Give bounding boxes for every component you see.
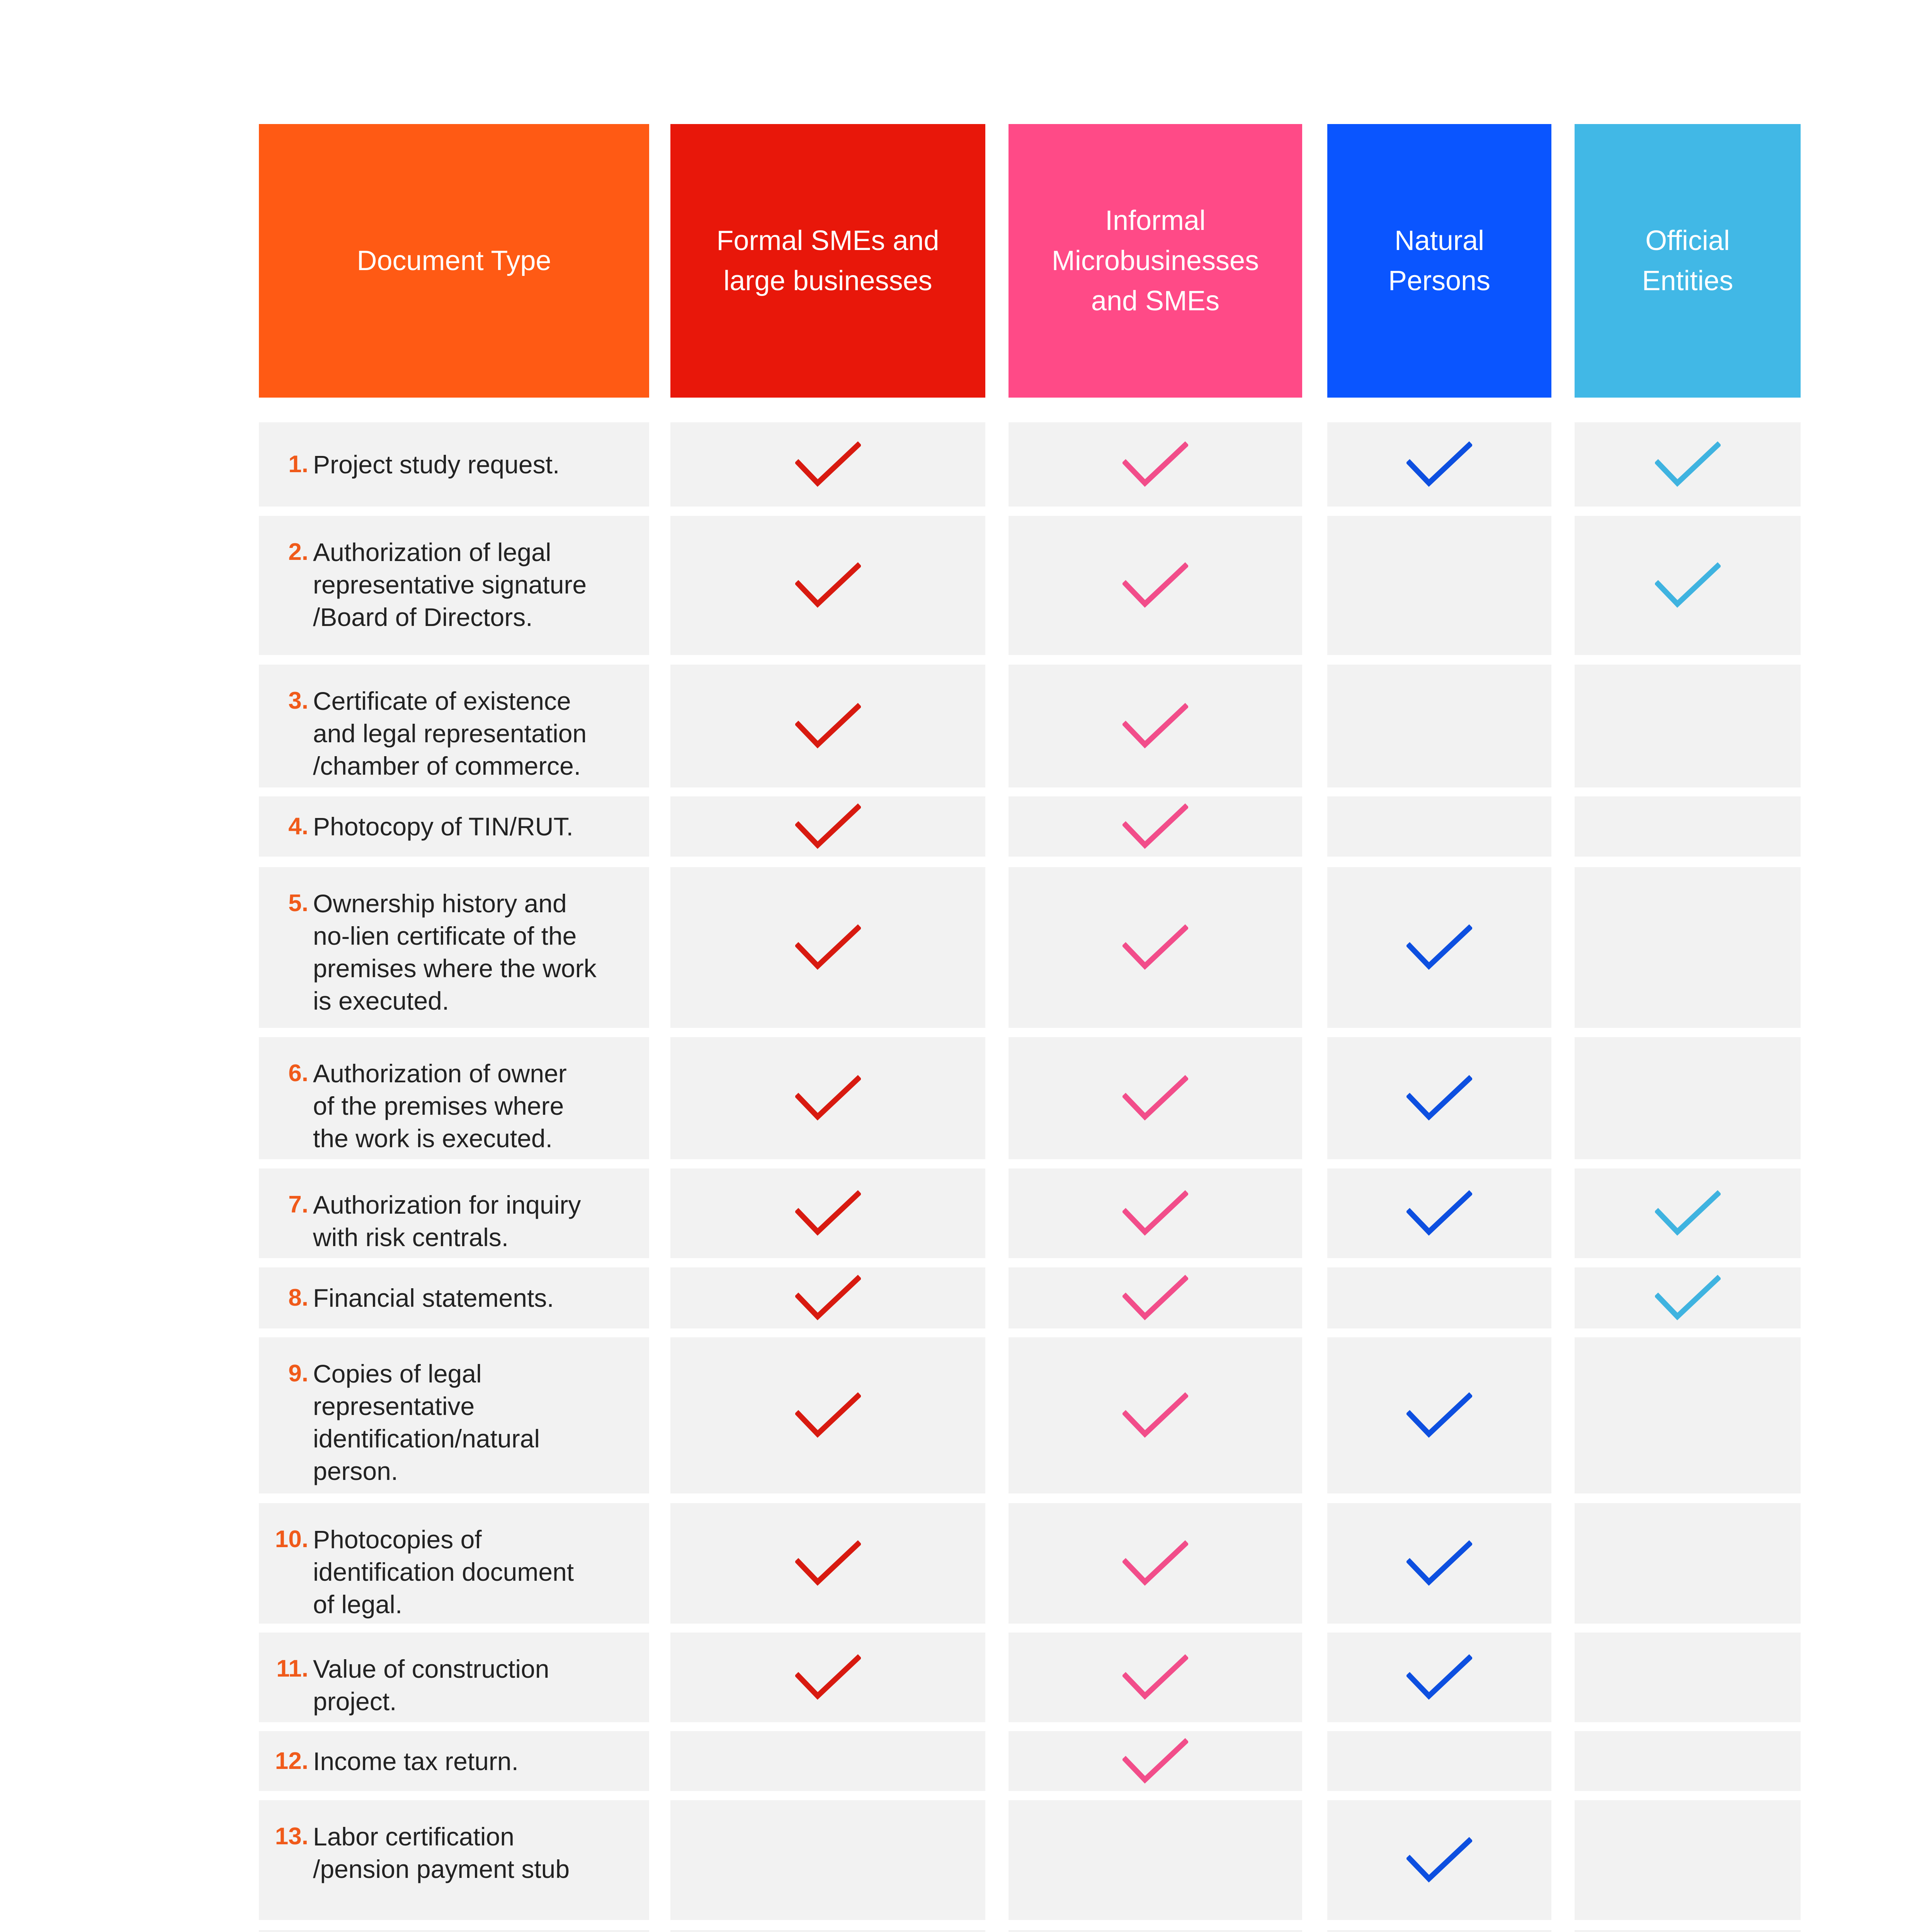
checkmark-icon xyxy=(795,1540,861,1587)
checkmark-icon xyxy=(795,924,861,971)
row-number: 2. xyxy=(288,539,308,565)
document-description: Copies of legal representative identification/natural person. xyxy=(313,1359,540,1485)
checkmark-icon xyxy=(1406,924,1472,971)
cell-informal-microbusinesses xyxy=(1009,1503,1302,1624)
cell-natural-persons xyxy=(1327,1800,1551,1920)
cell-formal-smes xyxy=(670,1633,985,1722)
table-row-document xyxy=(259,1037,649,1159)
table-row-document xyxy=(259,1337,649,1493)
cell-formal-smes xyxy=(670,1930,985,1932)
header-formal-smes xyxy=(670,124,985,398)
cell-informal-microbusinesses xyxy=(1009,665,1302,787)
row-number: 9. xyxy=(288,1360,308,1387)
checkmark-icon xyxy=(1122,1738,1188,1784)
document-description: Value of construction project. xyxy=(313,1655,549,1716)
checkmark-icon xyxy=(1122,803,1188,850)
header-label: Official Entities xyxy=(1642,225,1733,296)
checkmark-icon xyxy=(795,803,861,850)
checkmark-icon xyxy=(1655,1190,1721,1236)
checkmark-icon xyxy=(795,1654,861,1701)
cell-formal-smes xyxy=(670,1731,985,1791)
checkmark-icon xyxy=(1406,1837,1472,1883)
row-number: 12. xyxy=(275,1748,308,1774)
checkmark-icon xyxy=(1406,1654,1472,1701)
checkmark-icon xyxy=(1122,1190,1188,1236)
table-row-document xyxy=(259,516,649,655)
cell-natural-persons xyxy=(1327,1168,1551,1258)
document-description: Certificate of existence and legal representation /chamber of commerce. xyxy=(313,687,587,780)
cell-official-entities xyxy=(1575,1930,1801,1932)
cell-natural-persons xyxy=(1327,1267,1551,1328)
checkmark-icon xyxy=(795,441,861,488)
cell-official-entities xyxy=(1575,516,1801,655)
cell-natural-persons xyxy=(1327,1337,1551,1493)
document-description: Authorization for inquiry with risk centrals. xyxy=(313,1190,581,1252)
cell-informal-microbusinesses xyxy=(1009,1267,1302,1328)
document-description: Photocopy of TIN/RUT. xyxy=(313,812,573,841)
checkmark-icon xyxy=(1122,1392,1188,1439)
cell-informal-microbusinesses xyxy=(1009,1037,1302,1159)
header-informal-microbusinesses xyxy=(1009,124,1302,398)
checkmark-icon xyxy=(795,1190,861,1236)
checkmark-icon xyxy=(1406,1190,1472,1236)
checkmark-icon xyxy=(1406,441,1472,488)
cell-informal-microbusinesses xyxy=(1009,516,1302,655)
checkmark-icon xyxy=(1122,1654,1188,1701)
checkmark-icon xyxy=(1122,562,1188,609)
cell-natural-persons xyxy=(1327,1930,1551,1932)
cell-natural-persons xyxy=(1327,1037,1551,1159)
cell-official-entities xyxy=(1575,796,1801,857)
cell-natural-persons xyxy=(1327,665,1551,787)
row-number: 10. xyxy=(275,1526,308,1553)
cell-official-entities xyxy=(1575,665,1801,787)
header-label: Formal SMEs and large businesses xyxy=(716,225,939,296)
cell-official-entities xyxy=(1575,1800,1801,1920)
cell-official-entities xyxy=(1575,1731,1801,1791)
checkmark-icon xyxy=(1122,924,1188,971)
table-row-document xyxy=(259,422,649,507)
document-description: Ownership history and no-lien certificate of the premises where the work is executed. xyxy=(313,889,597,1015)
cell-formal-smes xyxy=(670,1037,985,1159)
checkmark-icon xyxy=(1122,1075,1188,1121)
cell-natural-persons xyxy=(1327,1503,1551,1624)
row-number: 3. xyxy=(288,687,308,714)
table-row-document xyxy=(259,796,649,857)
checkmark-icon xyxy=(1655,1275,1721,1321)
cell-informal-microbusinesses xyxy=(1009,1337,1302,1493)
checkmark-icon xyxy=(1122,1540,1188,1587)
checkmark-icon xyxy=(1122,1275,1188,1321)
checkmark-icon xyxy=(795,703,861,749)
row-number: 6. xyxy=(288,1060,308,1087)
cell-informal-microbusinesses xyxy=(1009,1800,1302,1920)
cell-natural-persons xyxy=(1327,516,1551,655)
checkmark-icon xyxy=(795,1275,861,1321)
checkmark-icon xyxy=(1122,703,1188,749)
checkmark-icon xyxy=(795,562,861,609)
cell-official-entities xyxy=(1575,1267,1801,1328)
table-row-document xyxy=(259,1267,649,1328)
cell-natural-persons xyxy=(1327,422,1551,507)
cell-official-entities xyxy=(1575,1168,1801,1258)
header-label: Natural Persons xyxy=(1388,225,1491,296)
cell-formal-smes xyxy=(670,1503,985,1624)
cell-natural-persons xyxy=(1327,1633,1551,1722)
header-label: Document Type xyxy=(357,245,551,276)
cell-informal-microbusinesses xyxy=(1009,867,1302,1028)
table-row-document xyxy=(259,1168,649,1258)
header-document-type xyxy=(259,124,649,398)
table-row-document xyxy=(259,867,649,1028)
cell-informal-microbusinesses xyxy=(1009,422,1302,507)
cell-formal-smes xyxy=(670,422,985,507)
table-row-document xyxy=(259,1503,649,1624)
checkmark-icon xyxy=(1406,1540,1472,1587)
cell-formal-smes xyxy=(670,1267,985,1328)
row-number: 7. xyxy=(288,1191,308,1218)
header-label: Informal Microbusinesses and SMEs xyxy=(1051,205,1259,316)
cell-informal-microbusinesses xyxy=(1009,796,1302,857)
row-number: 11. xyxy=(276,1655,308,1682)
table-row-document xyxy=(259,665,649,787)
cell-natural-persons xyxy=(1327,867,1551,1028)
document-description: Income tax return. xyxy=(313,1747,519,1776)
cell-formal-smes xyxy=(670,516,985,655)
cell-official-entities xyxy=(1575,1337,1801,1493)
document-description: Financial statements. xyxy=(313,1284,554,1312)
cell-formal-smes xyxy=(670,665,985,787)
cell-informal-microbusinesses xyxy=(1009,1731,1302,1791)
cell-official-entities xyxy=(1575,1503,1801,1624)
document-description: Labor certification /pension payment stub xyxy=(313,1822,570,1883)
row-number: 4. xyxy=(288,813,308,840)
table-row-document xyxy=(259,1930,649,1932)
checkmark-icon xyxy=(795,1075,861,1121)
checkmark-icon xyxy=(1122,441,1188,488)
row-number: 13. xyxy=(275,1823,308,1850)
document-description: Authorization of owner of the premises where the work is executed. xyxy=(313,1059,567,1153)
document-description: Photocopies of identification document of legal. xyxy=(313,1525,574,1619)
header-official-entities xyxy=(1575,124,1801,398)
row-number: 8. xyxy=(288,1284,308,1311)
cell-formal-smes xyxy=(670,1800,985,1920)
cell-informal-microbusinesses xyxy=(1009,1633,1302,1722)
cell-formal-smes xyxy=(670,1337,985,1493)
document-description: Authorization of legal representative signature /Board of Directors. xyxy=(313,538,587,631)
cell-natural-persons xyxy=(1327,796,1551,857)
row-number: 1. xyxy=(288,451,308,478)
cell-natural-persons xyxy=(1327,1731,1551,1791)
checkmark-icon xyxy=(1655,441,1721,488)
cell-official-entities xyxy=(1575,867,1801,1028)
cell-informal-microbusinesses xyxy=(1009,1930,1302,1932)
checkmark-icon xyxy=(795,1392,861,1439)
cell-official-entities xyxy=(1575,1633,1801,1722)
row-number: 5. xyxy=(288,890,308,917)
checkmark-icon xyxy=(1655,562,1721,609)
checkmark-icon xyxy=(1406,1392,1472,1439)
cell-formal-smes xyxy=(670,1168,985,1258)
checkmark-icon xyxy=(1406,1075,1472,1121)
document-description: Project study request. xyxy=(313,450,560,479)
cell-informal-microbusinesses xyxy=(1009,1168,1302,1258)
header-natural-persons xyxy=(1327,124,1551,398)
cell-official-entities xyxy=(1575,1037,1801,1159)
table-row-document xyxy=(259,1633,649,1722)
cell-official-entities xyxy=(1575,422,1801,507)
table-row-document xyxy=(259,1731,649,1791)
cell-formal-smes xyxy=(670,796,985,857)
table-row-document xyxy=(259,1800,649,1920)
cell-formal-smes xyxy=(670,867,985,1028)
